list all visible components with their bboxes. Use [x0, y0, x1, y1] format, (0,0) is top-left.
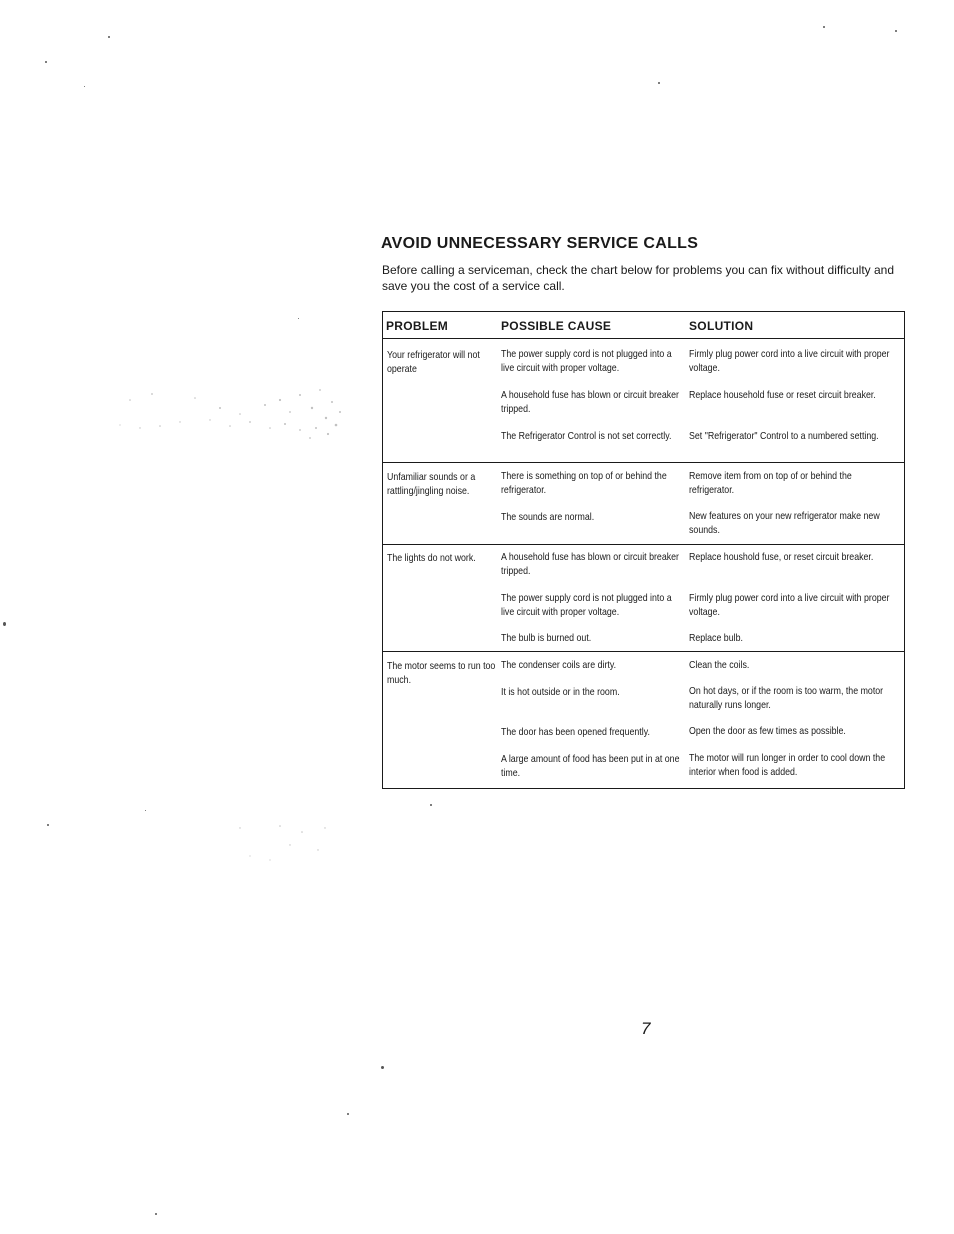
solution-cell: Clean the coils. — [689, 659, 750, 671]
intro-paragraph: Before calling a serviceman, check the chart below for problems you can fix without difficulty and save you the cost of a service call. — [382, 263, 895, 293]
scan-specks-graphic — [230, 820, 340, 865]
solution-cell: Set "Refrigerator" Control to a numbered setting. — [689, 430, 879, 442]
section-divider — [383, 462, 904, 463]
page-title: AVOID UNNECESSARY SERVICE CALLS — [381, 235, 699, 252]
problem-cell: Unfamiliar sounds or a rattling/jingling noise. — [387, 471, 476, 497]
solution-cell: New features on your new refrigerator make new sounds. — [689, 510, 880, 536]
cause-cell: The power supply cord is not plugged into a live circuit with proper voltage. — [501, 592, 672, 618]
header-divider — [383, 338, 904, 339]
cause-cell: There is something on top of or behind the refrigerator. — [501, 470, 667, 496]
cause-cell: The bulb is burned out. — [501, 632, 592, 644]
section-divider — [383, 651, 904, 652]
solution-cell: The motor will run longer in order to cool down the interior when food is added. — [689, 752, 886, 778]
solution-cell: Firmly plug power cord into a live circuit with proper voltage. — [689, 592, 890, 618]
solution-cell: Replace household fuse or reset circuit breaker. — [689, 389, 876, 401]
cause-cell: A household fuse has blown or circuit breaker tripped. — [501, 551, 679, 577]
solution-cell: Replace bulb. — [689, 632, 743, 644]
header-solution: SOLUTION — [689, 319, 754, 333]
problem-cell: Your refrigerator will not operate — [387, 349, 480, 375]
header-possible-cause: POSSIBLE CAUSE — [501, 319, 612, 333]
cause-cell: The door has been opened frequently. — [501, 726, 650, 738]
cause-cell: A large amount of food has been put in at one time. — [501, 753, 680, 779]
cause-cell: It is hot outside or in the room. — [501, 686, 620, 698]
problem-cell: The lights do not work. — [387, 552, 476, 564]
page-number: 7 — [641, 1019, 651, 1038]
solution-cell: Open the door as few times as possible. — [689, 725, 846, 737]
cause-cell: The power supply cord is not plugged into a live circuit with proper voltage. — [501, 348, 672, 374]
troubleshooting-chart — [382, 311, 905, 789]
solution-cell: Remove item from on top of or behind the refrigerator. — [689, 470, 852, 496]
scan-smudge-graphic — [100, 370, 350, 470]
section-divider — [383, 544, 904, 545]
cause-cell: The condenser coils are dirty. — [501, 659, 617, 671]
header-problem: PROBLEM — [386, 319, 449, 333]
solution-cell: Replace houshold fuse, or reset circuit breaker. — [689, 551, 874, 563]
cause-cell: The Refrigerator Control is not set correctly. — [501, 430, 672, 442]
solution-cell: On hot days, or if the room is too warm, the motor naturally runs longer. — [689, 685, 884, 711]
cause-cell: A household fuse has blown or circuit breaker tripped. — [501, 389, 679, 415]
problem-cell: The motor seems to run too much. — [387, 660, 496, 686]
cause-cell: The sounds are normal. — [501, 511, 595, 523]
solution-cell: Firmly plug power cord into a live circuit with proper voltage. — [689, 348, 890, 374]
